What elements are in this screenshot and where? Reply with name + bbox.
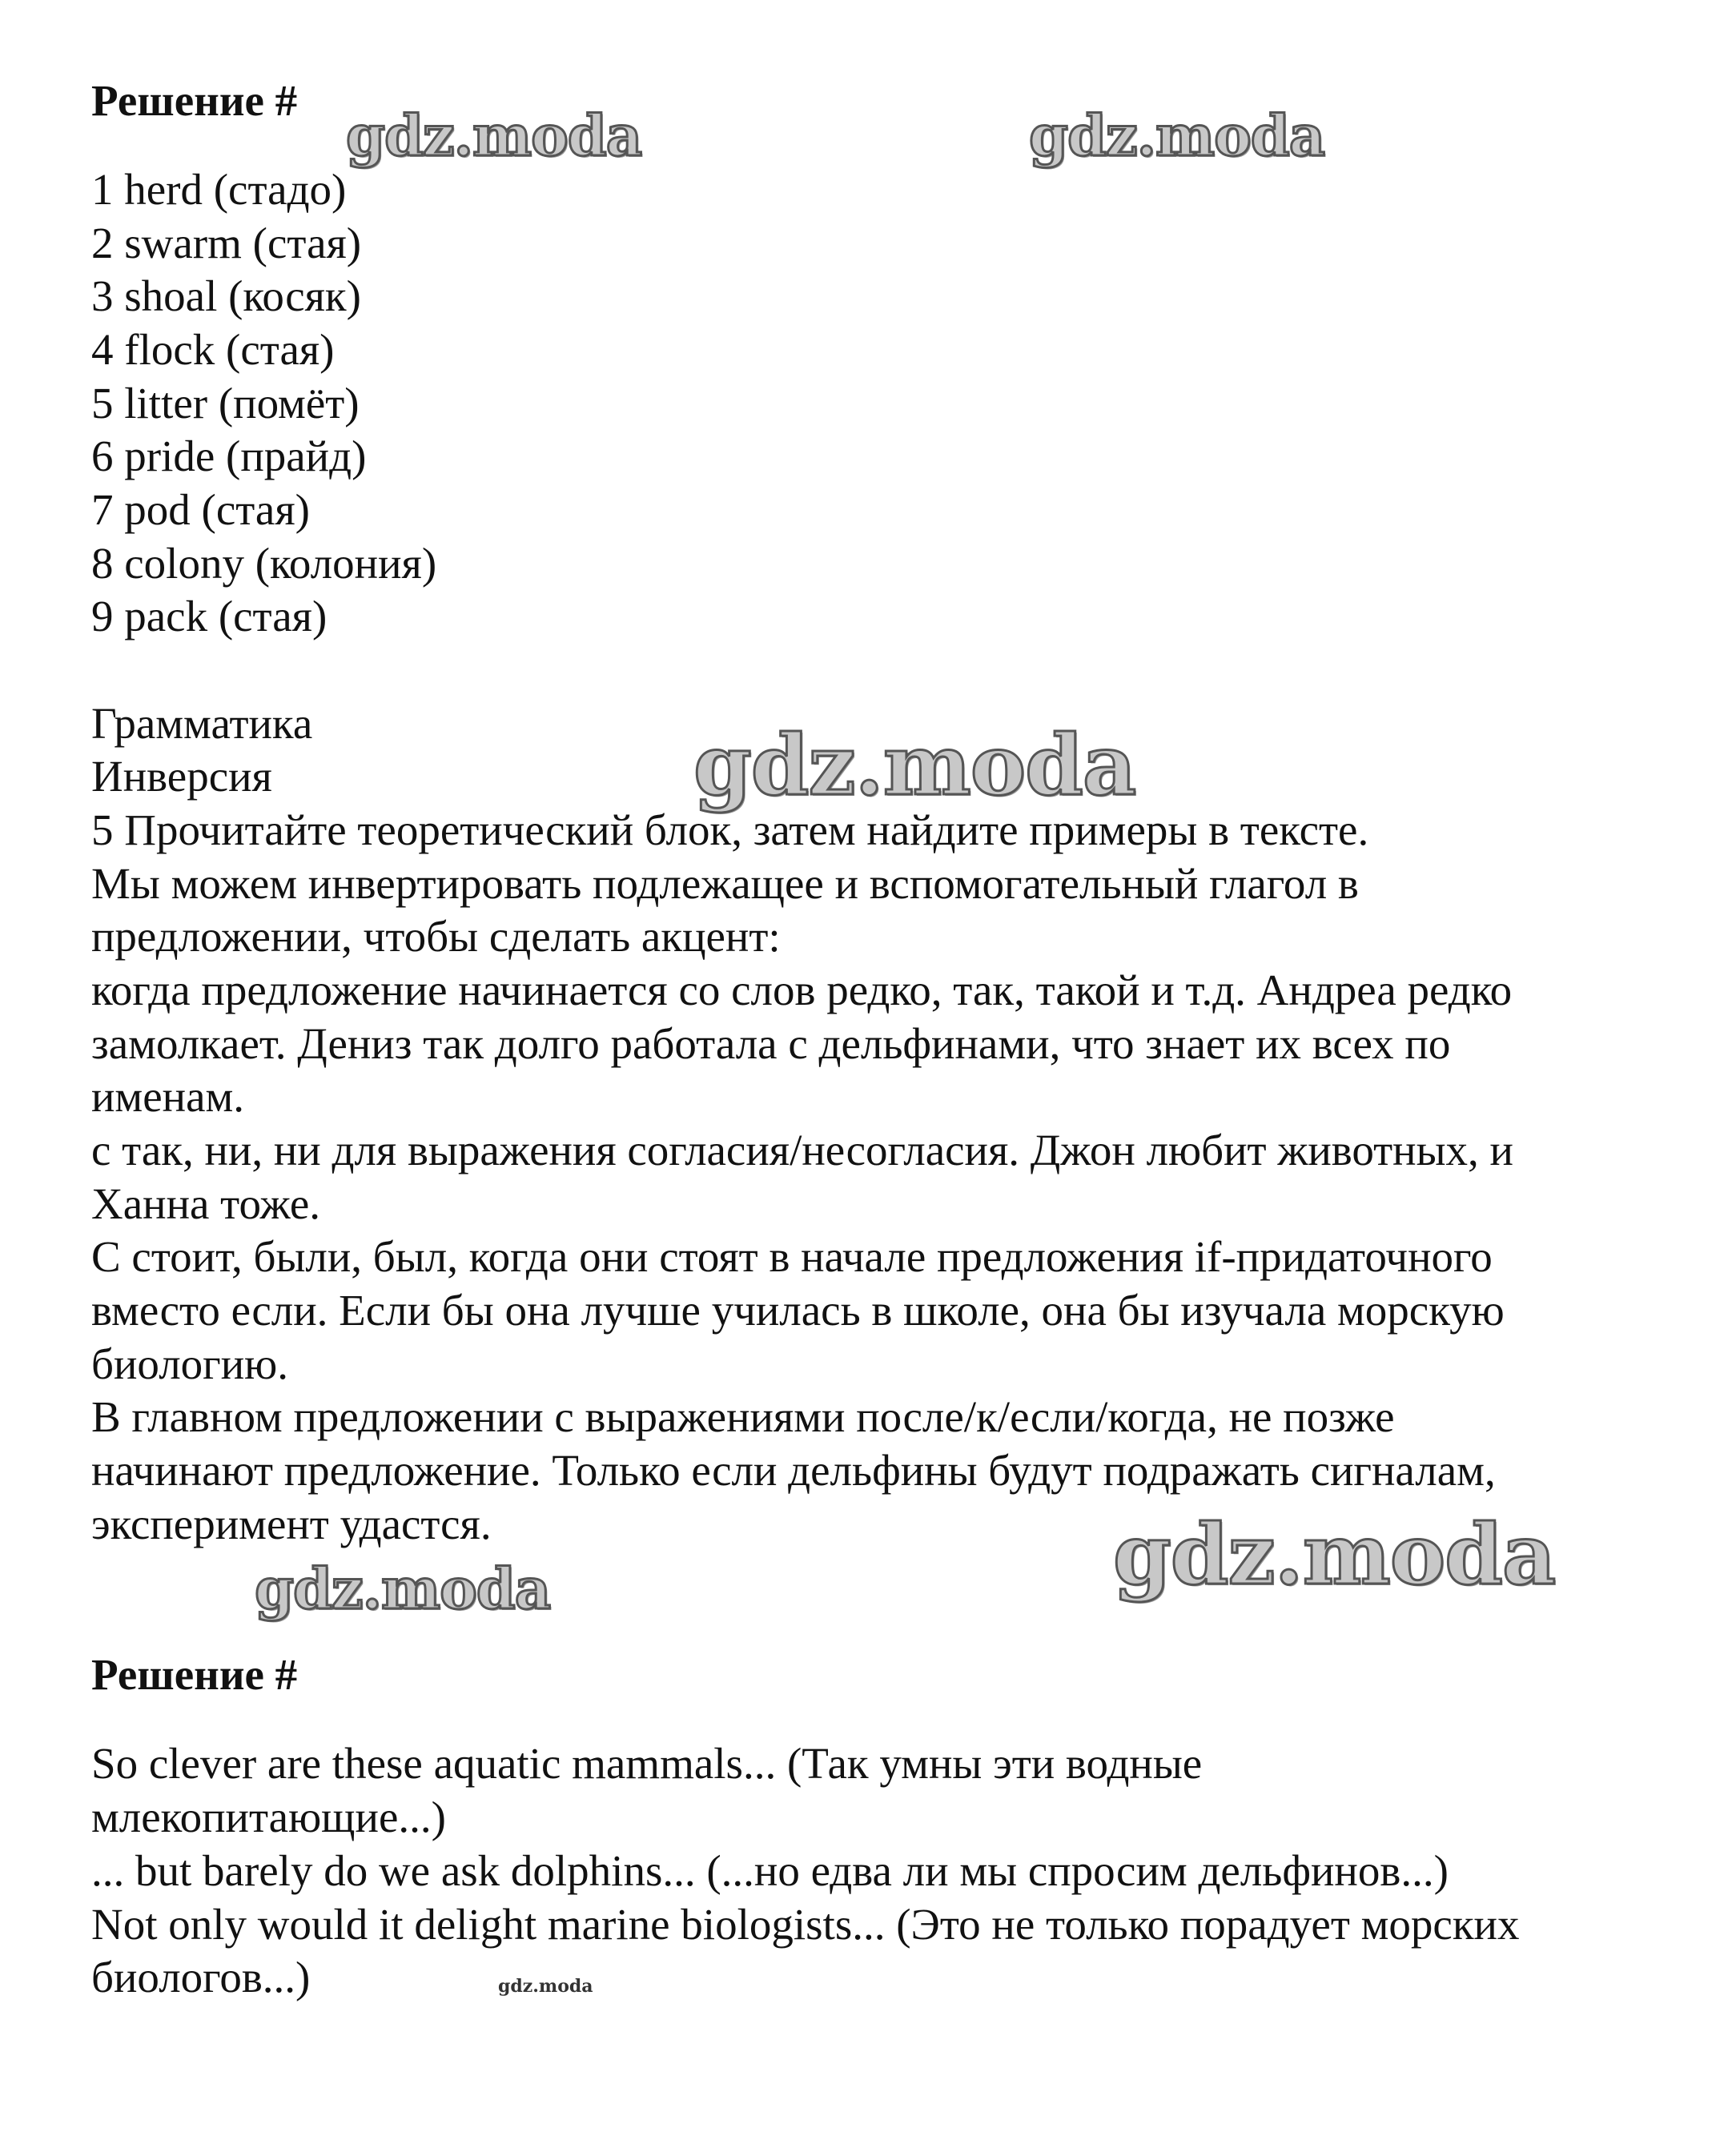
answer-item-6: 6 pride (прайд) xyxy=(91,432,367,480)
solution-line: ... but barely do we ask dolphins... (...но едва ли мы спросим дельфинов...) xyxy=(91,1846,1449,1895)
grammar-line: Ханна тоже. xyxy=(91,1179,321,1228)
answer-item-5: 5 litter (помёт) xyxy=(91,379,360,428)
grammar-line: когда предложение начинается со слов редко, так, такой и т.д. Андреа редко xyxy=(91,966,1513,1014)
watermark-logo: gdz.moda xyxy=(1113,1505,1556,1604)
answer-item-3: 3 shoal (косяк) xyxy=(91,271,361,320)
grammar-line: 5 Прочитайте теоретический блок, затем найдите примеры в тексте. xyxy=(91,805,1369,854)
grammar-line: вместо если. Если бы она лучше училась в школе, она бы изучала морскую xyxy=(91,1286,1505,1335)
grammar-line: биологию. xyxy=(91,1339,288,1388)
solution-line: млекопитающие...) xyxy=(91,1793,446,1841)
answer-item-1: 1 herd (стадо) xyxy=(91,165,347,214)
answer-item-8: 8 colony (колония) xyxy=(91,539,437,588)
grammar-line: С стоит, были, был, когда они стоят в начале предложения if-придаточного xyxy=(91,1232,1493,1281)
watermark-logo: gdz.moda xyxy=(255,1556,551,1622)
grammar-subtitle: Инверсия xyxy=(91,752,272,801)
watermark-logo: gdz.moda xyxy=(693,716,1136,814)
grammar-line: В главном предложении с выражениями после/к/если/когда, не позже xyxy=(91,1392,1395,1441)
watermark-logo: gdz.moda xyxy=(346,102,642,169)
grammar-line: именам. xyxy=(91,1072,245,1121)
watermark-logo-small: gdz.moda xyxy=(498,1976,593,1997)
solution-line: So clever are these aquatic mammals... (Так умны эти водные xyxy=(91,1739,1203,1788)
solution-heading-2: Решение # xyxy=(91,1650,298,1699)
grammar-line: начинают предложение. Только если дельфины будут подражать сигналам, xyxy=(91,1446,1496,1495)
grammar-title: Грамматика xyxy=(91,699,313,748)
grammar-line: замолкает. Дениз так долго работала с дельфинами, что знает их всех по xyxy=(91,1019,1451,1068)
grammar-line: предложении, чтобы сделать акцент: xyxy=(91,912,781,961)
solution-heading-1: Решение # xyxy=(91,76,298,125)
grammar-line: эксперимент удастся. xyxy=(91,1500,492,1548)
solution-line: Not only would it delight marine biologists... (Это не только порадует морских xyxy=(91,1900,1520,1949)
grammar-line: с так, ни, ни для выражения согласия/несогласия. Джон любит животных, и xyxy=(91,1126,1513,1174)
watermark-logo: gdz.moda xyxy=(1029,102,1325,169)
grammar-line: Мы можем инвертировать подлежащее и вспомогательный глагол в xyxy=(91,859,1359,908)
answer-item-7: 7 pod (стая) xyxy=(91,485,310,534)
answer-item-2: 2 swarm (стая) xyxy=(91,219,362,267)
answer-item-4: 4 flock (стая) xyxy=(91,325,335,374)
answer-item-9: 9 pack (стая) xyxy=(91,592,328,640)
solution-line: биологов...) xyxy=(91,1953,311,2001)
